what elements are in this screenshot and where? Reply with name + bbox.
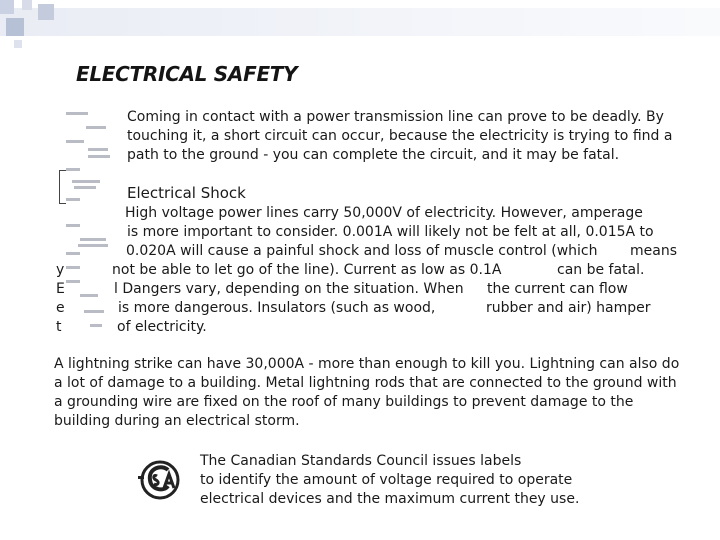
csa-description	[200, 452, 579, 509]
section-heading: Electrical Shock	[127, 184, 246, 202]
corner-square	[14, 40, 22, 48]
csa-logo-icon	[138, 456, 188, 502]
shock-line-4b: can be fatal.	[557, 262, 645, 278]
shock-line-3a: 0.020A will cause a painful shock and loss of muscle control (which	[126, 243, 598, 259]
left-fragment: t	[56, 319, 62, 335]
embedded-document-thumbnail	[60, 100, 116, 335]
shock-line-3b: means	[630, 243, 677, 259]
shock-line-7: of electricity.	[117, 319, 207, 335]
left-fragment: y	[56, 262, 65, 278]
shock-line-2: is more important to consider. 0.001A will likely not be felt at all, 0.015A to	[127, 224, 654, 240]
csa-line-2: to identify the amount of voltage required to operate	[200, 472, 573, 488]
shock-line-6b: rubber and air) hamper	[486, 300, 651, 316]
corner-square	[0, 0, 14, 14]
csa-line-3: electrical devices and the maximum current they use.	[200, 491, 580, 507]
corner-square	[22, 0, 32, 10]
csa-organization: Canadian Standards Council	[230, 453, 428, 469]
intro-line-2: touching it, a short circuit can occur, because the electricity is trying to find a	[127, 128, 673, 144]
intro-line-1: Coming in contact with a power transmission line can prove to be deadly. By	[127, 109, 664, 125]
corner-square	[6, 18, 24, 36]
shock-line-6a: is more dangerous. Insulators (such as wood,	[118, 300, 436, 316]
header-band	[0, 8, 720, 36]
intro-line-3: path to the ground - you can complete the circuit, and it may be fatal.	[127, 147, 620, 163]
corner-square	[38, 4, 54, 20]
shock-line-5b: the current can flow	[487, 281, 628, 297]
left-fragment: e	[56, 300, 65, 316]
shock-line-5a: l Dangers vary, depending on the situation. When	[114, 281, 464, 297]
corner-decoration	[0, 0, 720, 50]
left-fragment: E	[56, 281, 65, 297]
shock-line-4a: not be able to let go of the line). Current as low as 0.1A	[112, 262, 502, 278]
slide-title: ELECTRICAL SAFETY	[76, 62, 298, 86]
csa-line1-suffix: issues labels	[427, 453, 522, 469]
csa-prefix: The	[200, 453, 231, 469]
lightning-paragraph: A lightning strike can have 30,000A - more than enough to kill you. Lightning can also do a lot of damage to a building. Metal lightning rods that are connected to the ground with a grounding wire are fixed on the roof of many buildings to prevent damage to the building during an electrical storm.	[54, 356, 680, 429]
shock-line-1: High voltage power lines carry 50,000V of electricity. However, amperage	[125, 205, 643, 221]
bracket-mark	[59, 170, 66, 204]
